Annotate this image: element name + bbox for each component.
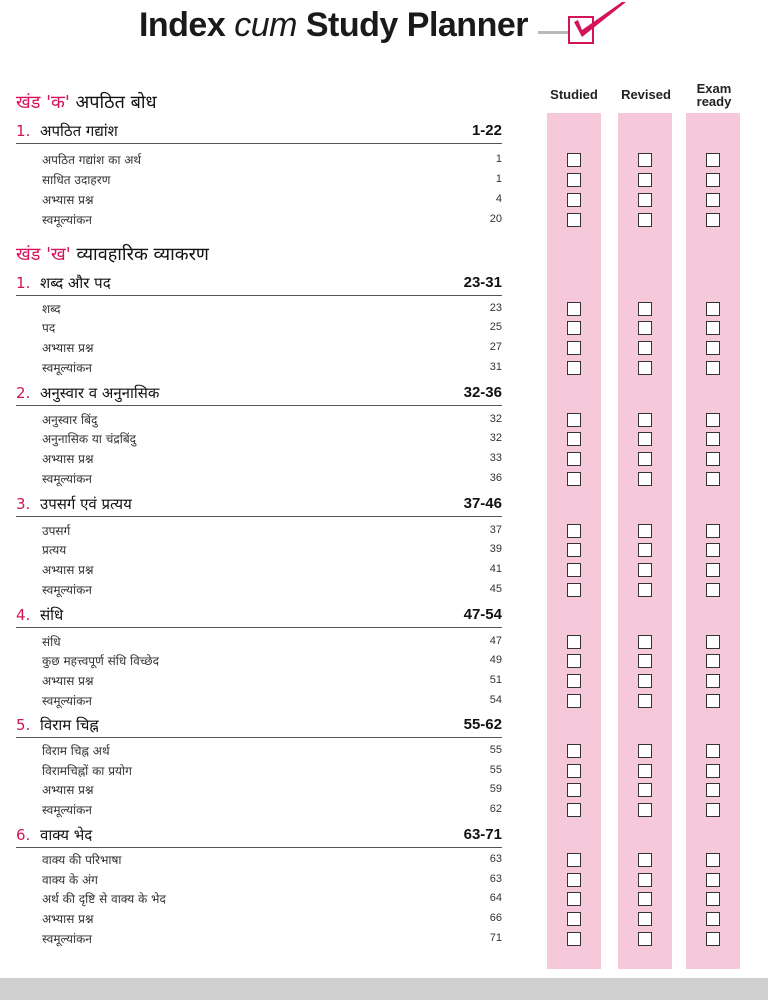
chapter-divider bbox=[16, 295, 502, 296]
revised-checkbox[interactable] bbox=[638, 361, 652, 375]
chapter-title bbox=[16, 383, 159, 403]
exam-ready-line1: Exam bbox=[696, 81, 732, 96]
studied-checkbox[interactable] bbox=[567, 341, 581, 355]
studied-checkbox[interactable] bbox=[567, 543, 581, 557]
topic-page: 1 bbox=[495, 153, 502, 165]
revised-checkbox[interactable] bbox=[638, 524, 652, 538]
revised-checkbox[interactable] bbox=[638, 341, 652, 355]
topic-page: 27 bbox=[489, 341, 502, 353]
chapter-number: 1. bbox=[16, 274, 31, 292]
topic-title: अभ्यास प्रश्न bbox=[42, 912, 94, 926]
topic-title: संधि bbox=[42, 635, 61, 649]
checkmark-icon bbox=[566, 0, 630, 46]
section-name: अपठित बोध bbox=[75, 92, 157, 113]
chapter-number: 3. bbox=[16, 495, 31, 513]
title-part-cum: cum bbox=[234, 6, 297, 44]
topic-title: स्वमूल्यांकन bbox=[42, 361, 92, 375]
studied-checkbox[interactable] bbox=[567, 635, 581, 649]
chapter-page-range: 37-46 bbox=[463, 495, 502, 512]
studied-checkbox[interactable] bbox=[567, 912, 581, 926]
revised-checkbox[interactable] bbox=[638, 321, 652, 335]
topic-page: 63 bbox=[489, 853, 502, 865]
revised-checkbox[interactable] bbox=[638, 803, 652, 817]
topic-title: अभ्यास प्रश्न bbox=[42, 452, 94, 466]
section-name: व्यावहारिक व्याकरण bbox=[76, 244, 209, 265]
exam-ready-checkbox[interactable] bbox=[706, 803, 720, 817]
topic-title: कुछ महत्त्वपूर्ण संधि विच्छेद bbox=[42, 654, 159, 668]
topic-title: अनुस्वार बिंदु bbox=[42, 413, 98, 427]
topic-page: 51 bbox=[489, 674, 502, 686]
topic-page: 32 bbox=[489, 432, 502, 444]
studied-checkbox[interactable] bbox=[567, 321, 581, 335]
exam-ready-checkbox[interactable] bbox=[706, 452, 720, 466]
column-header-exam-ready bbox=[684, 82, 744, 108]
studied-checkbox[interactable] bbox=[567, 193, 581, 207]
exam-ready-checkbox[interactable] bbox=[706, 193, 720, 207]
studied-checkbox[interactable] bbox=[567, 654, 581, 668]
revised-checkbox[interactable] bbox=[638, 783, 652, 797]
exam-ready-column-stripe bbox=[686, 113, 740, 969]
revised-checkbox[interactable] bbox=[638, 744, 652, 758]
chapter-divider bbox=[16, 847, 502, 848]
exam-ready-checkbox[interactable] bbox=[706, 892, 720, 906]
exam-ready-checkbox[interactable] bbox=[706, 583, 720, 597]
topic-title: वाक्य की परिभाषा bbox=[42, 853, 122, 867]
topic-title: विराम चिह्न अर्थ bbox=[42, 744, 110, 758]
topic-title: स्वमूल्यांकन bbox=[42, 213, 92, 227]
exam-ready-checkbox[interactable] bbox=[706, 361, 720, 375]
chapter-page-range: 32-36 bbox=[463, 384, 502, 401]
revised-checkbox[interactable] bbox=[638, 853, 652, 867]
footer-bar bbox=[0, 978, 768, 1000]
studied-checkbox[interactable] bbox=[567, 153, 581, 167]
studied-checkbox[interactable] bbox=[567, 892, 581, 906]
exam-ready-checkbox[interactable] bbox=[706, 153, 720, 167]
exam-ready-checkbox[interactable] bbox=[706, 783, 720, 797]
topic-page: 64 bbox=[489, 892, 502, 904]
topic-page: 33 bbox=[489, 452, 502, 464]
studied-checkbox[interactable] bbox=[567, 563, 581, 577]
topic-page: 25 bbox=[489, 321, 502, 333]
topic-page: 32 bbox=[489, 413, 502, 425]
section-label: खंड 'क' bbox=[16, 92, 70, 113]
exam-ready-checkbox[interactable] bbox=[706, 321, 720, 335]
topic-title: साधित उदाहरण bbox=[42, 173, 111, 187]
chapter-title bbox=[16, 715, 99, 735]
studied-checkbox[interactable] bbox=[567, 803, 581, 817]
topic-title: उपसर्ग bbox=[42, 524, 71, 538]
topic-page: 37 bbox=[489, 524, 502, 536]
revised-checkbox[interactable] bbox=[638, 213, 652, 227]
revised-checkbox[interactable] bbox=[638, 432, 652, 446]
chapter-page-range: 23-31 bbox=[463, 274, 502, 291]
topic-page: 63 bbox=[489, 873, 502, 885]
topic-page: 66 bbox=[489, 912, 502, 924]
revised-column-stripe bbox=[618, 113, 672, 969]
studied-column-stripe bbox=[547, 113, 601, 969]
topic-title: स्वमूल्यांकन bbox=[42, 803, 92, 817]
chapter-page-range: 1-22 bbox=[471, 122, 502, 139]
topic-page: 41 bbox=[489, 563, 502, 575]
studied-checkbox[interactable] bbox=[567, 302, 581, 316]
chapter-divider bbox=[16, 627, 502, 628]
topic-title: शब्द bbox=[42, 302, 61, 316]
topic-page: 31 bbox=[489, 361, 502, 373]
topic-page: 39 bbox=[489, 543, 502, 555]
topic-page: 62 bbox=[489, 803, 502, 815]
chapter-name: अनुस्वार व अनुनासिक bbox=[40, 384, 160, 402]
studied-checkbox[interactable] bbox=[567, 432, 581, 446]
topic-title: वाक्य के अंग bbox=[42, 873, 98, 887]
chapter-title bbox=[16, 494, 132, 514]
column-header-studied: Studied bbox=[550, 87, 598, 102]
chapter-number: 5. bbox=[16, 716, 31, 734]
chapter-page-range: 47-54 bbox=[463, 606, 502, 623]
exam-ready-checkbox[interactable] bbox=[706, 694, 720, 708]
topic-title: अभ्यास प्रश्न bbox=[42, 674, 94, 688]
revised-checkbox[interactable] bbox=[638, 674, 652, 688]
revised-checkbox[interactable] bbox=[638, 452, 652, 466]
section-heading-kha bbox=[16, 242, 209, 266]
topic-title: अभ्यास प्रश्न bbox=[42, 193, 94, 207]
exam-ready-checkbox[interactable] bbox=[706, 173, 720, 187]
topic-title: अभ्यास प्रश्न bbox=[42, 341, 94, 355]
title-part-study-planner: Study Planner bbox=[296, 6, 528, 44]
chapter-number: 4. bbox=[16, 606, 31, 624]
column-header-revised: Revised bbox=[621, 87, 671, 102]
topic-page: 49 bbox=[489, 654, 502, 666]
chapter-title bbox=[16, 825, 92, 845]
chapter-title bbox=[16, 121, 118, 141]
revised-checkbox[interactable] bbox=[638, 173, 652, 187]
studied-checkbox[interactable] bbox=[567, 413, 581, 427]
revised-checkbox[interactable] bbox=[638, 413, 652, 427]
topic-page: 20 bbox=[489, 213, 502, 225]
topic-title: अभ्यास प्रश्न bbox=[42, 563, 94, 577]
exam-ready-checkbox[interactable] bbox=[706, 341, 720, 355]
chapter-number: 1. bbox=[16, 122, 31, 140]
chapter-name: संधि bbox=[40, 606, 64, 624]
revised-checkbox[interactable] bbox=[638, 153, 652, 167]
chapter-number: 2. bbox=[16, 384, 31, 402]
revised-checkbox[interactable] bbox=[638, 302, 652, 316]
topic-page: 36 bbox=[489, 472, 502, 484]
exam-ready-checkbox[interactable] bbox=[706, 302, 720, 316]
revised-checkbox[interactable] bbox=[638, 694, 652, 708]
topic-page: 59 bbox=[489, 783, 502, 795]
exam-ready-checkbox[interactable] bbox=[706, 213, 720, 227]
exam-ready-checkbox[interactable] bbox=[706, 873, 720, 887]
topic-title: अभ्यास प्रश्न bbox=[42, 783, 94, 797]
exam-ready-checkbox[interactable] bbox=[706, 654, 720, 668]
topic-page: 4 bbox=[495, 193, 502, 205]
title-part-index: Index bbox=[138, 6, 235, 44]
exam-ready-checkbox[interactable] bbox=[706, 413, 720, 427]
studied-checkbox[interactable] bbox=[567, 783, 581, 797]
chapter-number: 6. bbox=[16, 826, 31, 844]
section-heading-ka bbox=[16, 90, 157, 114]
exam-ready-checkbox[interactable] bbox=[706, 543, 720, 557]
revised-checkbox[interactable] bbox=[638, 543, 652, 557]
exam-ready-checkbox[interactable] bbox=[706, 912, 720, 926]
topic-title: स्वमूल्यांकन bbox=[42, 583, 92, 597]
topic-title: प्रत्यय bbox=[42, 543, 67, 557]
chapter-name: शब्द और पद bbox=[40, 274, 111, 292]
exam-ready-checkbox[interactable] bbox=[706, 932, 720, 946]
chapter-divider bbox=[16, 143, 502, 144]
revised-checkbox[interactable] bbox=[638, 635, 652, 649]
revised-checkbox[interactable] bbox=[638, 932, 652, 946]
studied-checkbox[interactable] bbox=[567, 213, 581, 227]
chapter-name: उपसर्ग एवं प्रत्यय bbox=[40, 495, 132, 513]
exam-ready-checkbox[interactable] bbox=[706, 472, 720, 486]
exam-ready-checkbox[interactable] bbox=[706, 764, 720, 778]
exam-ready-checkbox[interactable] bbox=[706, 674, 720, 688]
topic-page: 45 bbox=[489, 583, 502, 595]
studied-checkbox[interactable] bbox=[567, 674, 581, 688]
topic-title: स्वमूल्यांकन bbox=[42, 472, 92, 486]
chapter-name: अपठित गद्यांश bbox=[40, 122, 118, 140]
studied-checkbox[interactable] bbox=[567, 873, 581, 887]
topic-page: 55 bbox=[489, 744, 502, 756]
chapter-title bbox=[16, 273, 111, 293]
topic-title: अनुनासिक या चंद्रबिंदु bbox=[42, 432, 137, 446]
revised-checkbox[interactable] bbox=[638, 873, 652, 887]
chapter-title bbox=[16, 605, 63, 625]
topic-title: पद bbox=[42, 321, 56, 335]
studied-checkbox[interactable] bbox=[567, 452, 581, 466]
studied-checkbox[interactable] bbox=[567, 744, 581, 758]
exam-ready-checkbox[interactable] bbox=[706, 744, 720, 758]
chapter-page-range: 63-71 bbox=[463, 826, 502, 843]
title-divider bbox=[538, 31, 568, 34]
studied-checkbox[interactable] bbox=[567, 764, 581, 778]
studied-checkbox[interactable] bbox=[567, 524, 581, 538]
chapter-divider bbox=[16, 405, 502, 406]
chapter-divider bbox=[16, 516, 502, 517]
topic-page: 47 bbox=[489, 635, 502, 647]
revised-checkbox[interactable] bbox=[638, 583, 652, 597]
exam-ready-checkbox[interactable] bbox=[706, 563, 720, 577]
topic-page: 1 bbox=[495, 173, 502, 185]
topic-title: अर्थ की दृष्टि से वाक्य के भेद bbox=[42, 892, 166, 906]
topic-title: अपठित गद्यांश का अर्थ bbox=[42, 153, 142, 167]
topic-page: 54 bbox=[489, 694, 502, 706]
topic-title: स्वमूल्यांकन bbox=[42, 694, 92, 708]
studied-checkbox[interactable] bbox=[567, 932, 581, 946]
exam-ready-checkbox[interactable] bbox=[706, 432, 720, 446]
revised-checkbox[interactable] bbox=[638, 472, 652, 486]
chapter-name: वाक्य भेद bbox=[40, 826, 93, 844]
topic-page: 55 bbox=[489, 764, 502, 776]
revised-checkbox[interactable] bbox=[638, 563, 652, 577]
studied-checkbox[interactable] bbox=[567, 694, 581, 708]
chapter-page-range: 55-62 bbox=[463, 716, 502, 733]
section-label: खंड 'ख' bbox=[16, 244, 71, 265]
revised-checkbox[interactable] bbox=[638, 193, 652, 207]
studied-checkbox[interactable] bbox=[567, 583, 581, 597]
exam-ready-line2: ready bbox=[696, 94, 732, 109]
exam-ready-checkbox[interactable] bbox=[706, 635, 720, 649]
topic-page: 71 bbox=[489, 932, 502, 944]
topic-page: 23 bbox=[489, 302, 502, 314]
topic-title: स्वमूल्यांकन bbox=[42, 932, 92, 946]
studied-checkbox[interactable] bbox=[567, 853, 581, 867]
revised-checkbox[interactable] bbox=[638, 654, 652, 668]
exam-ready-checkbox[interactable] bbox=[706, 853, 720, 867]
studied-checkbox[interactable] bbox=[567, 361, 581, 375]
topic-title: विरामचिह्नों का प्रयोग bbox=[42, 764, 132, 778]
exam-ready-checkbox[interactable] bbox=[706, 524, 720, 538]
revised-checkbox[interactable] bbox=[638, 764, 652, 778]
chapter-name: विराम चिह्न bbox=[40, 716, 99, 734]
page-title bbox=[0, 6, 528, 45]
revised-checkbox[interactable] bbox=[638, 912, 652, 926]
chapter-divider bbox=[16, 737, 502, 738]
studied-checkbox[interactable] bbox=[567, 173, 581, 187]
studied-checkbox[interactable] bbox=[567, 472, 581, 486]
revised-checkbox[interactable] bbox=[638, 892, 652, 906]
